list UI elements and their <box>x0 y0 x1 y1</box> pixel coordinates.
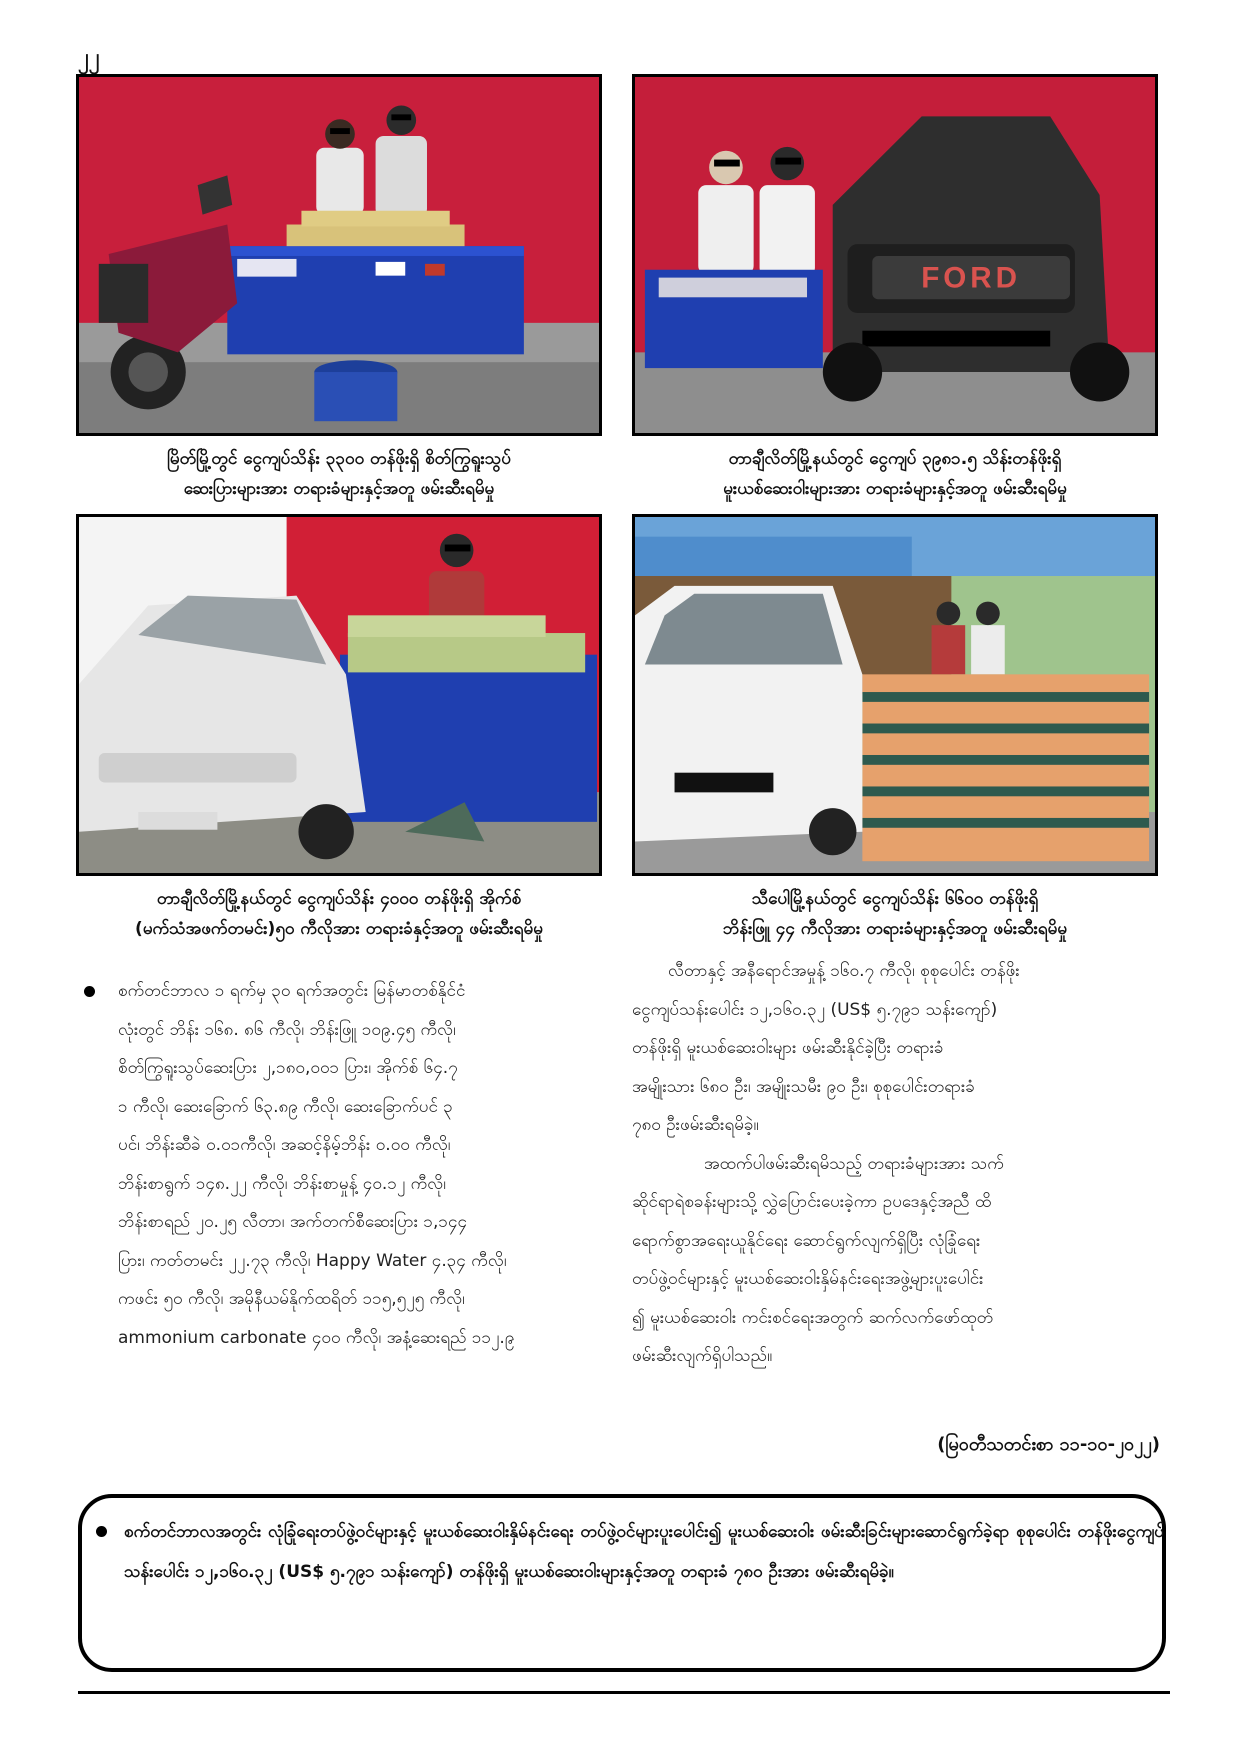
article-line: တန်ဖိုးရှိ မူးယစ်ဆေးဝါးများ ဖမ်းဆီးနိုင်ခဲ့ပြီး တရားခံ <box>632 1038 944 1058</box>
article-line: ပင်၊ ဘိန်းဆီခဲ ၀.၀၁ကီလို၊ အဆင့်နိမ့်ဘိန်း ၀.၀၀ ကီလို၊ <box>118 1135 451 1155</box>
bullet-icon <box>96 1526 107 1537</box>
article-line: ဘိန်းစာရည် ၂၀.၂၅ လီတာ၊ အက်တက်စီဆေးပြား ၁,၁၄၄ <box>118 1212 468 1232</box>
summary-text: စက်တင်ဘာလအတွင်း လုံခြုံရေးတပ်ဖွဲ့ဝင်များနှင့် မူးယစ်ဆေးဝါးနှိမ်နင်းရေး တပ်ဖွဲ့ဝင်များပူးပေါင်း၍ မူးယစ်ဆေးဝါး ဖမ်းဆီးခြင်းများဆောင်ရွက်ခဲ့ရာ စုစုပေါင်း တန်ဖိုးငွေကျပ်သန်းပေါင်း ၁၂,၁၆၀.၃၂ (US$ ၅.၇၉၁ သန်းကျော်) တန်ဖိုးရှိ မူးယစ်ဆေးဝါးများနှင့်အတူ တရားခံ ၇၈၀ ဦးအား ဖမ်းဆီးရမိခဲ့။ <box>124 1522 1164 1582</box>
article-line: အမျိုးသား ၆၈၀ ဦး၊ အမျိုးသမီး ၉၀ ဦး၊ စုစုပေါင်းတရားခံ <box>632 1076 975 1097</box>
article-line: ပြား၊ ကတ်တမင်း ၂၂.၇၃ ကီလို၊ Happy Water ၄.၃၄ ကီလို၊ <box>118 1250 507 1271</box>
article-line: စက်တင်ဘာလ ၁ ရက်မှ ၃၀ ရက်အတွင်း မြန်မာတစ်နိုင်ငံ <box>118 981 466 1001</box>
article-line: လီတာနှင့် အနီရောင်အမှုန့် ၁၆၀.၇ ကီလို၊ စုစုပေါင်း တန်ဖိုး <box>668 961 1020 981</box>
photo-caption: တာချီလိတ်မြို့နယ်တွင် ငွေကျပ်သိန်း ၄၀၀၀ တန်ဖိုးရှိ အိုက်စ် (မက်သံအဖက်တမင်း)၅၀ ကီလိုအား တရားခံနှင့်အတူ ဖမ်းဆီးရမိမှု <box>135 889 543 939</box>
photo-caption: သီပေါမြို့နယ်တွင် ငွေကျပ်သိန်း ၆၆၀၀ တန်ဖိုးရှိ ဘိန်းဖြူ ၄၄ ကီလိုအား တရားခံများနှင့်အတူ ဖမ်းဆီးရမိမှု <box>722 889 1068 939</box>
article-source: (မြဝတီသတင်းစာ ၁၁-၁၀-၂၀၂၂) <box>937 1434 1160 1455</box>
article-line: ၁ ကီလို၊ ဆေးခြောက် ၆၃.၈၉ ကီလို၊ ဆေးခြောက်ပင် ၃ <box>118 1096 453 1117</box>
article-line: ဘိန်းစာရွက် ၁၄၈.၂၂ ကီလို၊ ဘိန်းစာမှုန့် ၄၀.၁၂ ကီလို၊ <box>118 1173 446 1194</box>
photo-seizure-myeik <box>76 74 602 436</box>
article-right-column <box>632 952 1158 1376</box>
page-number: ၂၂ <box>78 45 100 70</box>
article-left-column <box>118 972 604 1357</box>
photo-caption: တာချီလိတ်မြို့နယ်တွင် ငွေကျပ် ၃၉၈၁.၅ သိန်းတန်ဖိုးရှိ မူးယစ်ဆေးဝါးများအား တရားခံများနှင့်အတူ ဖမ်းဆီးရမိမှု <box>723 449 1067 499</box>
article-line: ရောက်စွာအရေးယူနိုင်ရေး ဆောင်ရွက်လျက်ရှိပြီး လုံခြုံရေး <box>632 1230 981 1251</box>
article-line: အထက်ပါဖမ်းဆီးရမိသည့် တရားခံများအား သက် <box>704 1153 1004 1174</box>
article-line: တပ်ဖွဲ့ဝင်များနှင့် မူးယစ်ဆေးဝါးနှိမ်နင်းရေးအဖွဲ့များပူးပေါင်း <box>632 1269 984 1289</box>
article-line: လုံးတွင် ဘိန်း ၁၆၈. ၈၆ ကီလို၊ ဘိန်းဖြူ ၁၀၉.၄၅ ကီလို၊ <box>118 1019 456 1040</box>
article-line: ဖမ်းဆီးလျက်ရှိပါသည်။ <box>632 1346 773 1366</box>
article-line: စိတ်ကြွရူးသွပ်ဆေးပြား ၂,၁၈၀,၀၀၁ ပြား၊ အိုက်စ် ၆၄.၇ <box>118 1058 458 1078</box>
photo-seizure-tachileik-ice <box>76 514 602 876</box>
bottom-rule <box>78 1691 1170 1694</box>
article-line: ၍ မူးယစ်ဆေးဝါး ကင်းစင်ရေးအတွက် ဆက်လက်ဖော်ထုတ် <box>632 1307 994 1328</box>
article-line: ကဖင်း ၅၀ ကီလို၊ အမိုနီယမ်နိုက်ထရိတ် ၁၁၅,၅၂၅ ကီလို၊ <box>118 1289 465 1309</box>
photo-caption: မြိတ်မြို့တွင် ငွေကျပ်သိန်း ၃၃၀၀ တန်ဖိုးရှိ စိတ်ကြွရူးသွပ် ဆေးပြားများအား တရားခံများနှင့်အတူ ဖမ်းဆီးရမိမှု <box>167 449 511 499</box>
photo-seizure-tachileik-ford <box>632 74 1158 436</box>
article-line: ဆိုင်ရာရဲစခန်းများသို့ လွှဲပြောင်းပေးခဲ့ကာ ဥပဒေနှင့်အညီ ထိ <box>632 1192 992 1212</box>
bullet-icon <box>84 986 95 997</box>
article-line: ammonium carbonate ၄၀၀ ကီလို၊ အနံ့ဆေးရည် ၁၁၂.၉ <box>118 1327 515 1348</box>
article-line: ၇၈၀ ဦးဖမ်းဆီးရမိခဲ့။ <box>632 1115 759 1135</box>
ford-grille-text: FORD <box>921 261 1022 295</box>
photo-seizure-hsipaw <box>632 514 1158 876</box>
article-line: ငွေကျပ်သန်းပေါင်း ၁၂,၁၆၀.၃၂ (US$ ၅.၇၉၁ သန်းကျော်) <box>632 999 998 1020</box>
